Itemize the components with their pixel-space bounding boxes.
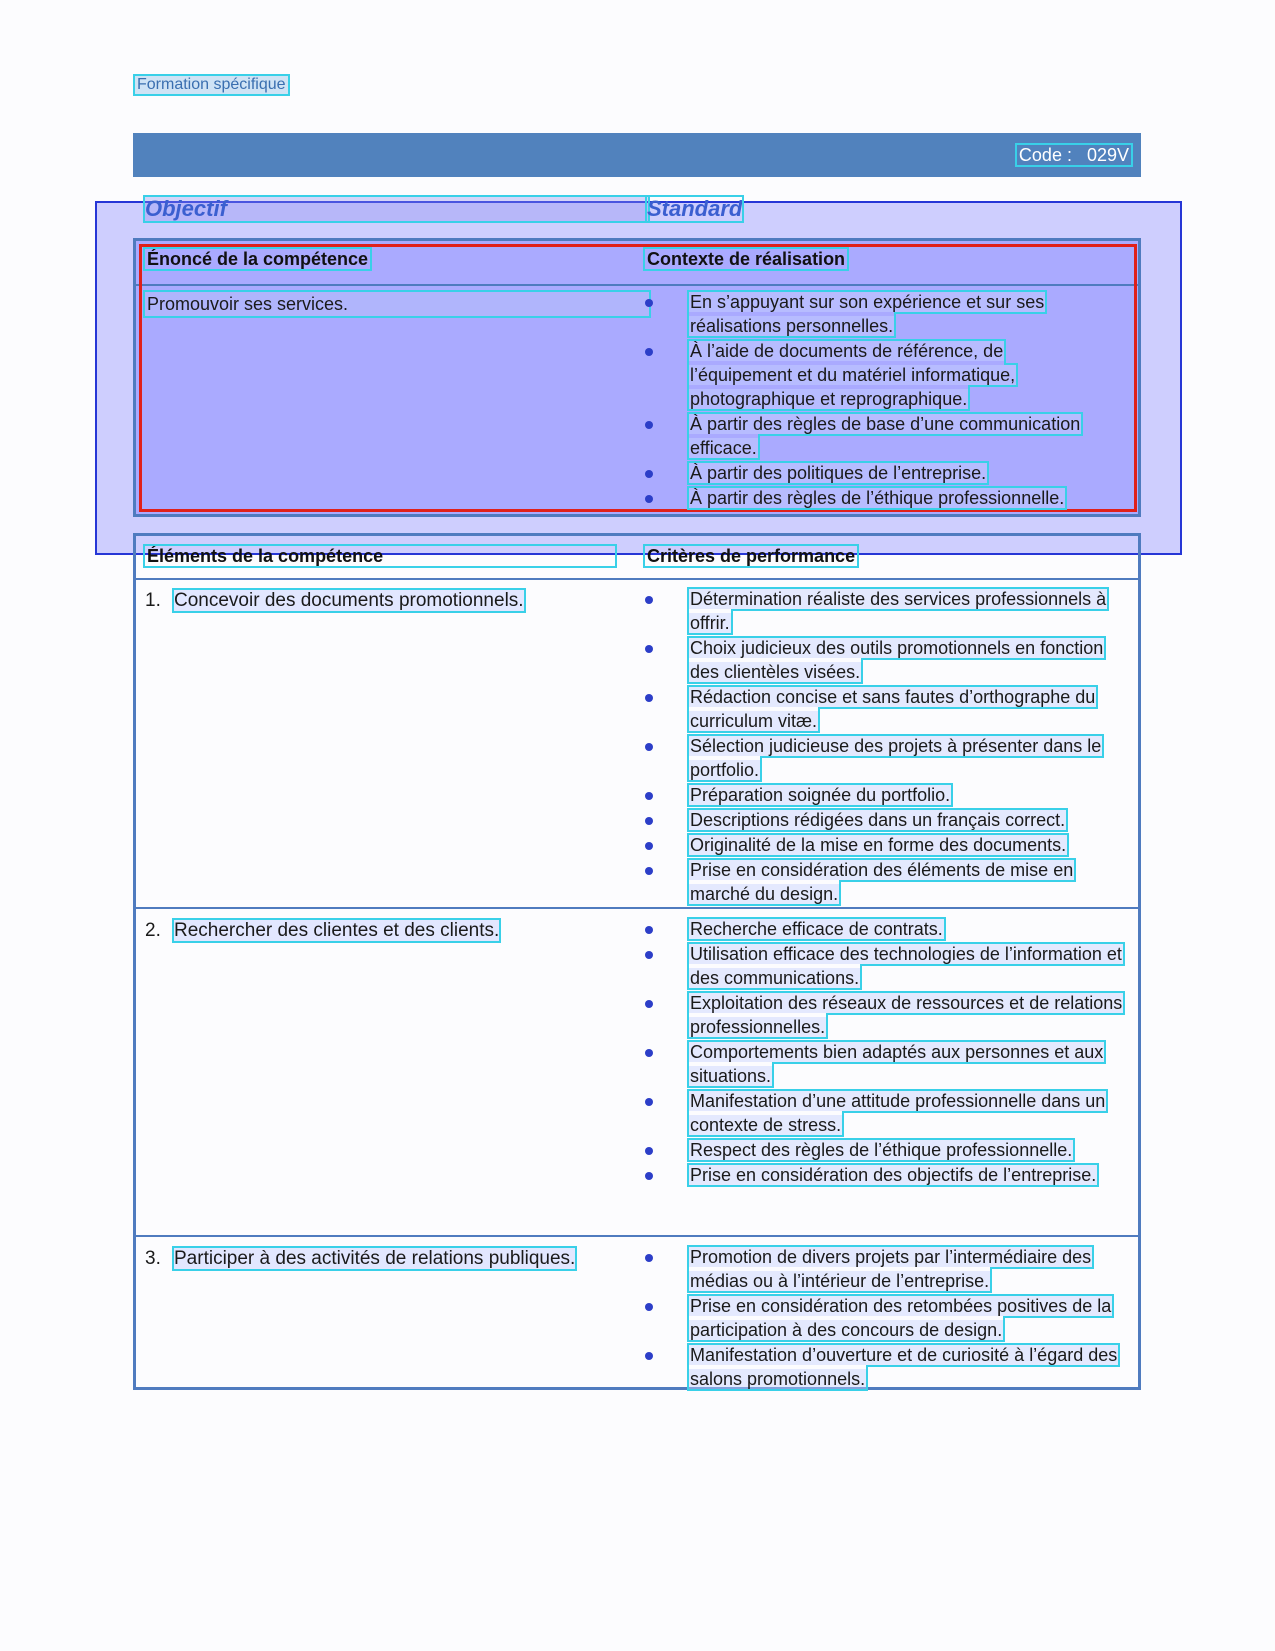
- bullet-icon: [645, 1000, 653, 1008]
- bullet-item: [645, 808, 1127, 832]
- competency-element: [145, 589, 585, 613]
- bullet-item: [645, 1089, 1127, 1137]
- criteria-list: [645, 1245, 1127, 1392]
- bullet-text: Utilisation efficace des technologies de l’information et des communications.: [690, 944, 1122, 988]
- bullet-icon: [645, 1147, 653, 1155]
- bullet-text: Recherche efficace de contrats.: [690, 919, 943, 939]
- bullet-item: [645, 461, 1105, 485]
- bullet-text: Descriptions rédigées dans un français correct.: [690, 810, 1066, 830]
- competency-code: Code : 029V: [1018, 145, 1129, 165]
- bullet-item: [645, 1245, 1127, 1293]
- bullet-icon: [645, 1098, 653, 1106]
- bullet-item: [645, 1138, 1127, 1162]
- bullet-text: Préparation soignée du portfolio.: [690, 785, 951, 805]
- bullet-icon: [645, 348, 653, 356]
- bullet-text: À partir des politiques de l’entreprise.: [690, 463, 987, 483]
- header-contexte: Contexte de réalisation: [647, 249, 846, 269]
- section-title-standard: Standard: [647, 196, 743, 221]
- bullet-icon: [645, 926, 653, 934]
- bullet-icon: [645, 596, 653, 604]
- bullet-icon: [645, 867, 653, 875]
- bullet-text: Exploitation des réseaux de ressources et de relations professionnelles.: [690, 993, 1123, 1037]
- bullet-icon: [645, 470, 653, 478]
- bullet-icon: [645, 421, 653, 429]
- bullet-icon: [645, 842, 653, 850]
- bullet-icon: [645, 1352, 653, 1360]
- element-number: 1.: [145, 590, 161, 611]
- code-banner: [133, 133, 1141, 177]
- bullet-item: [645, 858, 1127, 906]
- bullet-text: Manifestation d’une attitude professionnelle dans un contexte de stress.: [690, 1091, 1106, 1135]
- bullet-item: [645, 942, 1127, 990]
- bullet-icon: [645, 1172, 653, 1180]
- bullet-text: En s’appuyant sur son expérience et sur ses réalisations personnelles.: [690, 292, 1045, 336]
- bullet-icon: [645, 817, 653, 825]
- bullet-item: [645, 991, 1127, 1039]
- bullet-text: Détermination réaliste des services professionnels à offrir.: [690, 589, 1107, 633]
- bullet-item: [645, 1163, 1127, 1187]
- element-text: Rechercher des clientes et des clients.: [174, 920, 500, 941]
- bullet-text: Prise en considération des objectifs de l’entreprise.: [690, 1165, 1097, 1185]
- bullet-icon: [645, 694, 653, 702]
- running-head: Formation spécifique: [137, 76, 286, 93]
- bullet-item: [645, 1040, 1127, 1088]
- bullet-text: Manifestation d’ouverture et de curiosité à l’égard des salons promotionnels.: [690, 1345, 1118, 1389]
- bullet-text: Comportements bien adaptés aux personnes et aux situations.: [690, 1042, 1104, 1086]
- bullet-text: À partir des règles de base d’une communication efficace.: [690, 414, 1081, 458]
- bullet-icon: [645, 1254, 653, 1262]
- bullet-icon: [645, 1303, 653, 1311]
- bullet-text: Sélection judicieuse des projets à présenter dans le portfolio.: [690, 736, 1102, 780]
- bullet-item: [645, 486, 1105, 510]
- bullet-item: [645, 412, 1105, 460]
- section-title-objectif: Objectif: [145, 197, 648, 221]
- bullet-icon: [645, 1049, 653, 1057]
- bullet-item: [645, 587, 1127, 635]
- bullet-text: Originalité de la mise en forme des documents.: [690, 835, 1067, 855]
- bullet-text: Choix judicieux des outils promotionnels en fonction des clientèles visées.: [690, 638, 1104, 682]
- competency-statement: Promouvoir ses services.: [145, 292, 649, 316]
- element-number: 3.: [145, 1248, 161, 1269]
- bullet-item: [645, 783, 1127, 807]
- header-elements: Éléments de la compétence: [145, 546, 615, 566]
- bullet-icon: [645, 743, 653, 751]
- bullet-icon: [645, 299, 653, 307]
- header-enonce: Énoncé de la compétence: [147, 249, 369, 269]
- bullet-item: [645, 636, 1127, 684]
- bullet-item: [645, 685, 1127, 733]
- bullet-item: [645, 339, 1105, 411]
- context-list: [645, 290, 1105, 511]
- elements-table-header-line: [136, 578, 1138, 580]
- competency-element: [145, 1247, 585, 1271]
- competency-element: [145, 919, 585, 943]
- row-divider: [136, 907, 1138, 909]
- criteria-list: [645, 587, 1127, 907]
- bullet-item: [645, 917, 1127, 941]
- bullet-text: Rédaction concise et sans fautes d’orthographe du curriculum vitæ.: [690, 687, 1096, 731]
- bullet-text: Promotion de divers projets par l’intermédiaire des médias ou à l’intérieur de l’entreprise.: [690, 1247, 1092, 1291]
- bullet-icon: [645, 951, 653, 959]
- bullet-text: Respect des règles de l’éthique professionnelle.: [690, 1140, 1073, 1160]
- bullet-text: Prise en considération des retombées positives de la participation à des concours de design.: [690, 1296, 1112, 1340]
- header-criteres: Critères de performance: [647, 546, 856, 566]
- bullet-item: [645, 290, 1105, 338]
- bullet-text: Prise en considération des éléments de mise en marché du design.: [690, 860, 1074, 904]
- criteria-list: [645, 917, 1127, 1188]
- row-divider: [136, 1235, 1138, 1237]
- bullet-item: [645, 833, 1127, 857]
- element-number: 2.: [145, 920, 161, 941]
- bullet-item: [645, 1294, 1127, 1342]
- bullet-text: À partir des règles de l’éthique professionnelle.: [690, 488, 1065, 508]
- bullet-icon: [645, 645, 653, 653]
- bullet-icon: [645, 495, 653, 503]
- bullet-icon: [645, 792, 653, 800]
- bullet-text: À l’aide de documents de référence, de l’équipement et du matériel informatique, photographique et reprographique.: [690, 341, 1016, 409]
- element-text: Concevoir des documents promotionnels.: [174, 590, 524, 611]
- bullet-item: [645, 734, 1127, 782]
- bullet-item: [645, 1343, 1127, 1391]
- element-text: Participer à des activités de relations publiques.: [174, 1248, 576, 1269]
